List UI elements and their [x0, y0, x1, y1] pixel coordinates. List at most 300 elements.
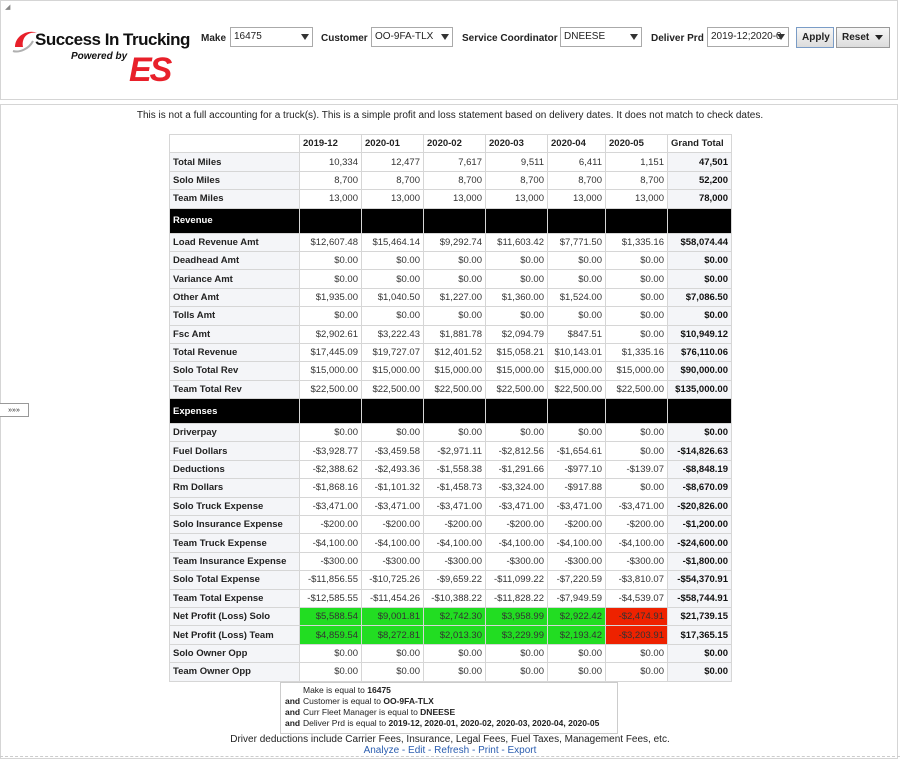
value-cell: -$10,725.26 — [362, 571, 424, 589]
column-header[interactable]: 2020-02 — [424, 135, 486, 153]
table-row — [170, 343, 732, 361]
value-cell: $10,143.01 — [548, 343, 606, 361]
grand-total-cell: $0.00 — [668, 424, 732, 442]
grand-total-cell: -$58,744.91 — [668, 589, 732, 607]
table-row — [170, 552, 732, 570]
row-label: Team Total Rev — [170, 380, 300, 398]
value-cell: -$2,388.62 — [300, 460, 362, 478]
value-cell: -$10,388.22 — [424, 589, 486, 607]
filter-text: Customer is equal to — [303, 696, 384, 706]
logo-powered-by: Powered by — [71, 51, 128, 62]
grand-total-cell: $58,074.44 — [668, 233, 732, 251]
value-cell: -$300.00 — [362, 552, 424, 570]
section-cell — [486, 399, 548, 424]
value-cell: $15,000.00 — [424, 362, 486, 380]
link-export[interactable]: Export — [507, 745, 537, 756]
table-row — [170, 663, 732, 681]
link-print[interactable]: Print — [478, 745, 499, 756]
filter-value: DNEESE — [420, 707, 456, 717]
value-cell: -$300.00 — [486, 552, 548, 570]
value-cell: -$2,474.91 — [606, 607, 668, 625]
filter-text: Deliver Prd is equal to — [303, 718, 389, 728]
table-row — [170, 270, 732, 288]
section-cell — [424, 208, 486, 233]
value-cell: $15,464.14 — [362, 233, 424, 251]
value-cell: $0.00 — [548, 424, 606, 442]
value-cell: $0.00 — [424, 663, 486, 681]
link-analyze[interactable]: Analyze — [363, 745, 400, 756]
customer-label: Customer — [321, 33, 368, 44]
section-cell — [362, 208, 424, 233]
value-cell: $0.00 — [606, 479, 668, 497]
applied-filters — [280, 682, 618, 734]
value-cell: $0.00 — [362, 270, 424, 288]
table-row — [170, 288, 732, 306]
value-cell: $0.00 — [606, 325, 668, 343]
table-row — [170, 607, 732, 625]
row-label: Other Amt — [170, 288, 300, 306]
value-cell: $0.00 — [300, 270, 362, 288]
logo — [11, 27, 190, 95]
section-cell — [362, 399, 424, 424]
filter-condition — [285, 685, 617, 696]
value-cell: $19,727.07 — [362, 343, 424, 361]
value-cell: -$11,856.55 — [300, 571, 362, 589]
value-cell: $3,229.99 — [486, 626, 548, 644]
row-label: Deadhead Amt — [170, 251, 300, 269]
table-row — [170, 325, 732, 343]
table-row — [170, 497, 732, 515]
column-header[interactable]: 2020-03 — [486, 135, 548, 153]
column-header[interactable]: 2020-04 — [548, 135, 606, 153]
grand-total-cell: $7,086.50 — [668, 288, 732, 306]
row-label: Solo Total Rev — [170, 362, 300, 380]
value-cell: 13,000 — [300, 190, 362, 208]
column-header[interactable]: Grand Total — [668, 135, 732, 153]
coordinator-value: DNEESE — [564, 31, 606, 42]
value-cell: $1,227.00 — [424, 288, 486, 306]
value-cell: -$3,471.00 — [606, 497, 668, 515]
value-cell: -$1,558.38 — [424, 460, 486, 478]
filter-condition — [285, 696, 617, 707]
make-label: Make — [201, 33, 227, 44]
value-cell: 13,000 — [362, 190, 424, 208]
section-cell — [668, 399, 732, 424]
value-cell: $1,881.78 — [424, 325, 486, 343]
value-cell: $11,603.42 — [486, 233, 548, 251]
grand-total-cell: $0.00 — [668, 307, 732, 325]
table-row — [170, 251, 732, 269]
value-cell: $0.00 — [300, 644, 362, 662]
grand-total-cell: $10,949.12 — [668, 325, 732, 343]
chevron-down-icon — [630, 34, 638, 40]
value-cell: $3,958.99 — [486, 607, 548, 625]
value-cell: $0.00 — [362, 663, 424, 681]
value-cell: 13,000 — [424, 190, 486, 208]
value-cell: -$12,585.55 — [300, 589, 362, 607]
table-row — [170, 442, 732, 460]
value-cell: $2,742.30 — [424, 607, 486, 625]
expand-sidebar-tab[interactable]: »»» — [0, 403, 29, 417]
table-row — [170, 460, 732, 478]
value-cell: $0.00 — [486, 307, 548, 325]
value-cell: -$3,459.58 — [362, 442, 424, 460]
link-edit[interactable]: Edit — [408, 745, 426, 756]
row-label: Team Total Expense — [170, 589, 300, 607]
value-cell: 13,000 — [548, 190, 606, 208]
filter-condition — [285, 718, 617, 729]
value-cell: $12,401.52 — [424, 343, 486, 361]
grand-total-cell: -$1,800.00 — [668, 552, 732, 570]
value-cell: -$11,828.22 — [486, 589, 548, 607]
grand-total-cell: -$8,848.19 — [668, 460, 732, 478]
value-cell: $4,859.54 — [300, 626, 362, 644]
footnote: Driver deductions include Carrier Fees, Insurance, Legal Fees, Fuel Taxes, Management Fees, etc. — [230, 734, 670, 745]
row-label: Team Owner Opp — [170, 663, 300, 681]
value-cell: $15,000.00 — [548, 362, 606, 380]
row-label: Solo Insurance Expense — [170, 516, 300, 534]
value-cell: $0.00 — [606, 307, 668, 325]
filter-value: 2019-12, 2020-01, 2020-02, 2020-03, 2020-04, 2020-05 — [388, 718, 600, 728]
deliver-prd-label: Deliver Prd — [651, 33, 704, 44]
value-cell: -$4,100.00 — [362, 534, 424, 552]
link-separator: - — [469, 745, 479, 756]
row-label: Rm Dollars — [170, 479, 300, 497]
value-cell: 6,411 — [548, 153, 606, 171]
grand-total-cell: 78,000 — [668, 190, 732, 208]
table-row — [170, 153, 732, 171]
report-links — [0, 745, 900, 756]
value-cell: $0.00 — [362, 424, 424, 442]
value-cell: $0.00 — [424, 307, 486, 325]
value-cell: -$300.00 — [548, 552, 606, 570]
table-header-row — [170, 135, 732, 153]
value-cell: $5,588.54 — [300, 607, 362, 625]
grand-total-cell: -$1,200.00 — [668, 516, 732, 534]
table-row — [170, 644, 732, 662]
row-label: Solo Owner Opp — [170, 644, 300, 662]
value-cell: -$11,454.26 — [362, 589, 424, 607]
value-cell: $0.00 — [486, 424, 548, 442]
grand-total-cell: -$14,826.63 — [668, 442, 732, 460]
section-header-row — [170, 208, 732, 233]
filter-condition — [285, 707, 617, 718]
row-label: Solo Total Expense — [170, 571, 300, 589]
value-cell: -$3,810.07 — [606, 571, 668, 589]
value-cell: $15,058.21 — [486, 343, 548, 361]
grand-total-cell: $0.00 — [668, 251, 732, 269]
value-cell: $15,000.00 — [300, 362, 362, 380]
section-cell — [668, 208, 732, 233]
value-cell: $22,500.00 — [362, 380, 424, 398]
value-cell: $22,500.00 — [424, 380, 486, 398]
value-cell: $0.00 — [548, 307, 606, 325]
table-row — [170, 171, 732, 189]
row-label: Total Revenue — [170, 343, 300, 361]
section-cell — [424, 399, 486, 424]
value-cell: $0.00 — [606, 270, 668, 288]
grand-total-cell: $90,000.00 — [668, 362, 732, 380]
value-cell: -$3,471.00 — [362, 497, 424, 515]
row-label: Load Revenue Amt — [170, 233, 300, 251]
row-label: Solo Truck Expense — [170, 497, 300, 515]
value-cell: $9,292.74 — [424, 233, 486, 251]
value-cell: -$1,458.73 — [424, 479, 486, 497]
value-cell: -$200.00 — [362, 516, 424, 534]
logo-es-mark: ES — [129, 51, 171, 89]
grand-total-cell: 47,501 — [668, 153, 732, 171]
table-row — [170, 589, 732, 607]
value-cell: -$200.00 — [486, 516, 548, 534]
grand-total-cell: $17,365.15 — [668, 626, 732, 644]
value-cell: 13,000 — [606, 190, 668, 208]
coordinator-label: Service Coordinator — [462, 33, 558, 44]
value-cell: -$11,099.22 — [486, 571, 548, 589]
value-cell: -$2,971.11 — [424, 442, 486, 460]
value-cell: -$139.07 — [606, 460, 668, 478]
value-cell: $2,013.30 — [424, 626, 486, 644]
grand-total-cell: $0.00 — [668, 644, 732, 662]
value-cell: -$200.00 — [300, 516, 362, 534]
row-label: Net Profit (Loss) Team — [170, 626, 300, 644]
value-cell: $2,094.79 — [486, 325, 548, 343]
value-cell: -$200.00 — [606, 516, 668, 534]
value-cell: $0.00 — [606, 424, 668, 442]
table-row — [170, 380, 732, 398]
column-header[interactable]: 2020-01 — [362, 135, 424, 153]
section-cell — [548, 208, 606, 233]
section-cell — [300, 399, 362, 424]
value-cell: 8,700 — [606, 171, 668, 189]
filter-conjunction: and — [285, 696, 301, 706]
value-cell: $0.00 — [424, 424, 486, 442]
value-cell: 12,477 — [362, 153, 424, 171]
value-cell: $15,000.00 — [486, 362, 548, 380]
value-cell: $17,445.09 — [300, 343, 362, 361]
value-cell: -$3,324.00 — [486, 479, 548, 497]
chevron-down-icon — [301, 34, 309, 40]
value-cell: -$200.00 — [424, 516, 486, 534]
value-cell: 1,151 — [606, 153, 668, 171]
value-cell: 10,334 — [300, 153, 362, 171]
link-separator: - — [498, 745, 508, 756]
value-cell: -$7,220.59 — [548, 571, 606, 589]
reset-label: Reset — [842, 32, 870, 43]
value-cell: $0.00 — [606, 442, 668, 460]
value-cell: $0.00 — [606, 644, 668, 662]
value-cell: $1,335.16 — [606, 343, 668, 361]
profit-loss-table — [169, 134, 732, 682]
value-cell: -$4,539.07 — [606, 589, 668, 607]
value-cell: $8,272.81 — [362, 626, 424, 644]
value-cell: $2,902.61 — [300, 325, 362, 343]
report-note: This is not a full accounting for a truck(s). This is a simple profit and loss statement based on delivery dates. It does not match to check dates. — [136, 110, 764, 121]
value-cell: -$200.00 — [548, 516, 606, 534]
value-cell: $847.51 — [548, 325, 606, 343]
section-cell — [486, 208, 548, 233]
value-cell: $0.00 — [486, 644, 548, 662]
value-cell: $0.00 — [486, 663, 548, 681]
value-cell: -$4,100.00 — [300, 534, 362, 552]
value-cell: $0.00 — [548, 270, 606, 288]
value-cell: 8,700 — [548, 171, 606, 189]
collapse-corner-icon[interactable]: ◢ — [5, 4, 11, 11]
row-label: Variance Amt — [170, 270, 300, 288]
value-cell: -$3,471.00 — [486, 497, 548, 515]
value-cell: -$4,100.00 — [486, 534, 548, 552]
corner-cell — [170, 135, 300, 153]
value-cell: 8,700 — [424, 171, 486, 189]
apply-button[interactable]: Apply — [796, 27, 834, 48]
value-cell: $15,000.00 — [362, 362, 424, 380]
section-cell — [300, 208, 362, 233]
value-cell: -$300.00 — [424, 552, 486, 570]
section-cell — [548, 399, 606, 424]
row-label: Fsc Amt — [170, 325, 300, 343]
column-header[interactable]: 2019-12 — [300, 135, 362, 153]
value-cell: $0.00 — [424, 644, 486, 662]
row-label: Fuel Dollars — [170, 442, 300, 460]
value-cell: -$4,100.00 — [606, 534, 668, 552]
value-cell: -$3,928.77 — [300, 442, 362, 460]
value-cell: -$2,493.36 — [362, 460, 424, 478]
value-cell: $1,335.16 — [606, 233, 668, 251]
value-cell: $9,001.81 — [362, 607, 424, 625]
filter-text: Make is equal to — [303, 685, 368, 695]
value-cell: -$917.88 — [548, 479, 606, 497]
customer-select[interactable] — [371, 27, 453, 47]
grand-total-cell: $0.00 — [668, 663, 732, 681]
value-cell: $0.00 — [362, 644, 424, 662]
value-cell: -$4,100.00 — [548, 534, 606, 552]
grand-total-cell: -$20,826.00 — [668, 497, 732, 515]
row-label: Driverpay — [170, 424, 300, 442]
value-cell: $0.00 — [424, 251, 486, 269]
value-cell: -$9,659.22 — [424, 571, 486, 589]
table-row — [170, 233, 732, 251]
value-cell: $1,524.00 — [548, 288, 606, 306]
value-cell: $0.00 — [548, 644, 606, 662]
row-label: Net Profit (Loss) Solo — [170, 607, 300, 625]
column-header[interactable]: 2020-05 — [606, 135, 668, 153]
value-cell: $2,193.42 — [548, 626, 606, 644]
caret-down-icon — [875, 35, 883, 40]
bottom-divider — [0, 756, 900, 761]
row-label: Team Insurance Expense — [170, 552, 300, 570]
section-header-row — [170, 399, 732, 424]
value-cell: 13,000 — [486, 190, 548, 208]
section-label: Revenue — [170, 208, 300, 233]
value-cell: $2,922.42 — [548, 607, 606, 625]
value-cell: $0.00 — [300, 663, 362, 681]
value-cell: $0.00 — [300, 424, 362, 442]
value-cell: -$2,812.56 — [486, 442, 548, 460]
value-cell: -$3,203.91 — [606, 626, 668, 644]
value-cell: $0.00 — [606, 288, 668, 306]
row-label: Team Miles — [170, 190, 300, 208]
filter-header — [0, 0, 898, 100]
value-cell: -$1,868.16 — [300, 479, 362, 497]
filter-conjunction: and — [285, 718, 301, 728]
grand-total-cell: $0.00 — [668, 270, 732, 288]
value-cell: 8,700 — [300, 171, 362, 189]
make-value: 16475 — [234, 31, 262, 42]
value-cell: $0.00 — [300, 307, 362, 325]
deliver-prd-select[interactable] — [707, 27, 789, 47]
row-label: Team Truck Expense — [170, 534, 300, 552]
link-separator: - — [399, 745, 409, 756]
value-cell: $22,500.00 — [606, 380, 668, 398]
value-cell: $22,500.00 — [486, 380, 548, 398]
filter-value: OO-9FA-TLX — [383, 696, 434, 706]
value-cell: 8,700 — [362, 171, 424, 189]
value-cell: -$4,100.00 — [424, 534, 486, 552]
value-cell: $0.00 — [300, 251, 362, 269]
table-row — [170, 479, 732, 497]
grand-total-cell: -$54,370.91 — [668, 571, 732, 589]
table-row — [170, 190, 732, 208]
chevron-down-icon — [777, 34, 785, 40]
row-label: Tolls Amt — [170, 307, 300, 325]
value-cell: $0.00 — [606, 251, 668, 269]
table-row — [170, 571, 732, 589]
grand-total-cell: -$24,600.00 — [668, 534, 732, 552]
chevron-down-icon — [441, 34, 449, 40]
row-label: Deductions — [170, 460, 300, 478]
value-cell: -$3,471.00 — [548, 497, 606, 515]
value-cell: -$1,101.32 — [362, 479, 424, 497]
grand-total-cell: $21,739.15 — [668, 607, 732, 625]
table-row — [170, 516, 732, 534]
value-cell: $0.00 — [424, 270, 486, 288]
coordinator-select[interactable] — [560, 27, 642, 47]
value-cell: $1,040.50 — [362, 288, 424, 306]
section-label: Expenses — [170, 399, 300, 424]
value-cell: 9,511 — [486, 153, 548, 171]
grand-total-cell: $76,110.06 — [668, 343, 732, 361]
customer-value: OO-9FA-TLX — [375, 31, 434, 42]
filter-text: Curr Fleet Manager is equal to — [303, 707, 421, 717]
reset-button[interactable] — [836, 27, 890, 48]
value-cell: $0.00 — [486, 270, 548, 288]
deliver-prd-value: 2019-12;2020-0 — [711, 31, 782, 42]
value-cell: $0.00 — [486, 251, 548, 269]
value-cell: $0.00 — [606, 663, 668, 681]
section-cell — [606, 399, 668, 424]
value-cell: $3,222.43 — [362, 325, 424, 343]
value-cell: 8,700 — [486, 171, 548, 189]
table-row — [170, 424, 732, 442]
value-cell: $22,500.00 — [548, 380, 606, 398]
grand-total-cell: $135,000.00 — [668, 380, 732, 398]
value-cell: -$300.00 — [606, 552, 668, 570]
value-cell: $0.00 — [362, 307, 424, 325]
make-select[interactable] — [230, 27, 313, 47]
value-cell: $1,935.00 — [300, 288, 362, 306]
link-refresh[interactable]: Refresh — [434, 745, 470, 756]
logo-title: Success In Trucking — [35, 30, 190, 49]
value-cell: -$7,949.59 — [548, 589, 606, 607]
value-cell: -$3,471.00 — [424, 497, 486, 515]
value-cell: -$300.00 — [300, 552, 362, 570]
value-cell: $0.00 — [548, 251, 606, 269]
grand-total-cell: -$8,670.09 — [668, 479, 732, 497]
section-cell — [606, 208, 668, 233]
table-row — [170, 307, 732, 325]
table-row — [170, 362, 732, 380]
filter-conjunction: and — [285, 707, 301, 717]
value-cell: -$1,654.61 — [548, 442, 606, 460]
